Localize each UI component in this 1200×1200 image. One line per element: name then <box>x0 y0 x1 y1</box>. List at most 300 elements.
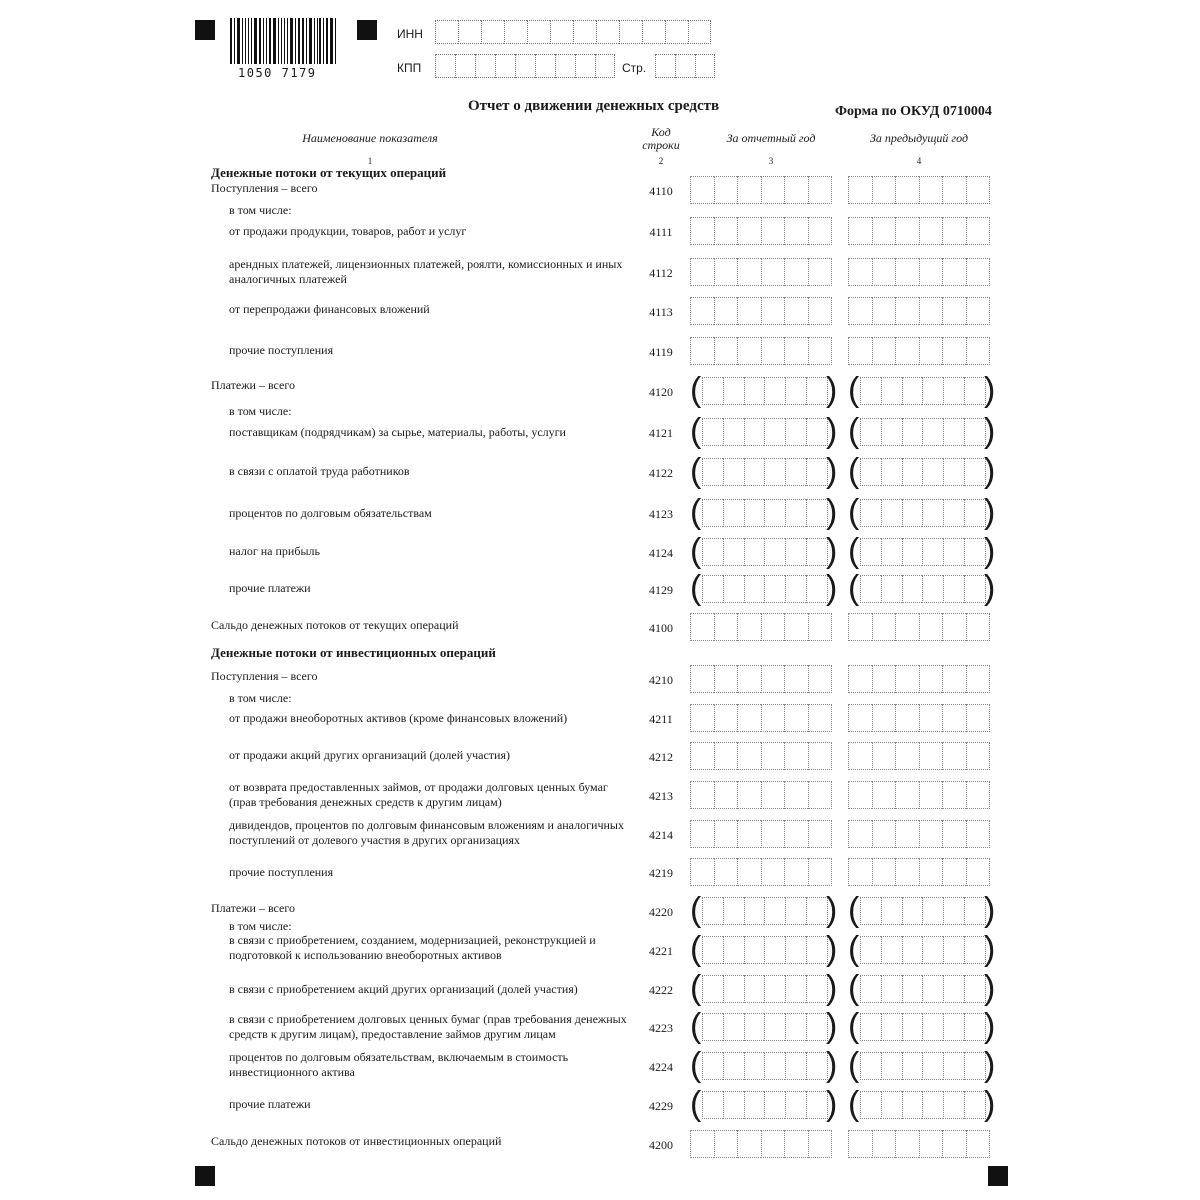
digit-cell[interactable] <box>808 704 833 732</box>
digit-cell[interactable] <box>744 897 765 925</box>
digit-cell[interactable] <box>966 613 991 641</box>
digit-cell[interactable] <box>784 665 808 693</box>
digit-cell[interactable] <box>744 377 765 405</box>
digit-cell[interactable] <box>761 704 785 732</box>
digit-cell[interactable] <box>919 258 943 286</box>
digit-cell[interactable] <box>942 176 966 204</box>
value-field-previous-year[interactable] <box>848 742 990 770</box>
digit-cell[interactable] <box>702 538 723 566</box>
digit-cell[interactable] <box>737 858 761 886</box>
digit-cell[interactable] <box>744 418 765 446</box>
digit-cell[interactable] <box>881 575 902 603</box>
digit-cell[interactable] <box>806 1091 828 1119</box>
digit-cell[interactable] <box>806 458 828 486</box>
digit-cell[interactable] <box>881 458 902 486</box>
digit-cell[interactable] <box>919 858 943 886</box>
digit-cell[interactable] <box>761 297 785 325</box>
digit-cell[interactable] <box>737 820 761 848</box>
digit-cell[interactable] <box>848 613 872 641</box>
digit-cell[interactable] <box>848 742 872 770</box>
value-field-current-year[interactable] <box>702 458 828 486</box>
value-field-previous-year[interactable] <box>848 176 990 204</box>
digit-cell[interactable] <box>806 377 828 405</box>
digit-cell[interactable] <box>902 1091 923 1119</box>
digit-cell[interactable] <box>714 742 738 770</box>
digit-cell[interactable] <box>860 538 881 566</box>
digit-cell[interactable] <box>872 217 896 245</box>
digit-cell[interactable] <box>785 499 806 527</box>
digit-cell[interactable] <box>872 781 896 809</box>
digit-cell[interactable] <box>702 499 723 527</box>
value-field-previous-year[interactable] <box>860 538 986 566</box>
digit-cell[interactable] <box>943 1013 964 1041</box>
digit-cell[interactable] <box>744 975 765 1003</box>
value-field-current-year[interactable] <box>690 858 832 886</box>
digit-cell[interactable] <box>764 1052 785 1080</box>
digit-cell[interactable] <box>808 337 833 365</box>
digit-cell[interactable] <box>895 781 919 809</box>
digit-cell[interactable] <box>848 704 872 732</box>
digit-cell[interactable] <box>902 377 923 405</box>
digit-cell[interactable] <box>964 377 986 405</box>
digit-cell[interactable] <box>808 742 833 770</box>
input-cell[interactable] <box>435 20 458 44</box>
digit-cell[interactable] <box>872 665 896 693</box>
digit-cell[interactable] <box>942 820 966 848</box>
digit-cell[interactable] <box>737 781 761 809</box>
digit-cell[interactable] <box>690 217 714 245</box>
value-field-current-year[interactable] <box>702 377 828 405</box>
input-cell[interactable] <box>595 54 615 78</box>
input-cell[interactable] <box>665 20 688 44</box>
digit-cell[interactable] <box>723 897 744 925</box>
input-cell[interactable] <box>619 20 642 44</box>
digit-cell[interactable] <box>784 176 808 204</box>
digit-cell[interactable] <box>784 781 808 809</box>
digit-cell[interactable] <box>919 781 943 809</box>
digit-cell[interactable] <box>808 613 833 641</box>
value-field-current-year[interactable] <box>690 1130 832 1158</box>
input-cell[interactable] <box>575 54 595 78</box>
digit-cell[interactable] <box>761 258 785 286</box>
digit-cell[interactable] <box>764 418 785 446</box>
input-cell[interactable] <box>695 54 715 78</box>
digit-cell[interactable] <box>895 217 919 245</box>
digit-cell[interactable] <box>848 337 872 365</box>
digit-cell[interactable] <box>690 258 714 286</box>
digit-cell[interactable] <box>764 897 785 925</box>
digit-cell[interactable] <box>806 975 828 1003</box>
digit-cell[interactable] <box>872 742 896 770</box>
digit-cell[interactable] <box>723 499 744 527</box>
digit-cell[interactable] <box>943 418 964 446</box>
digit-cell[interactable] <box>690 613 714 641</box>
digit-cell[interactable] <box>872 337 896 365</box>
value-field-current-year[interactable] <box>690 820 832 848</box>
value-field-previous-year[interactable] <box>848 665 990 693</box>
digit-cell[interactable] <box>806 418 828 446</box>
digit-cell[interactable] <box>895 704 919 732</box>
value-field-current-year[interactable] <box>690 613 832 641</box>
digit-cell[interactable] <box>785 1052 806 1080</box>
digit-cell[interactable] <box>764 538 785 566</box>
digit-cell[interactable] <box>764 1091 785 1119</box>
digit-cell[interactable] <box>714 217 738 245</box>
digit-cell[interactable] <box>690 781 714 809</box>
digit-cell[interactable] <box>942 858 966 886</box>
digit-cell[interactable] <box>785 897 806 925</box>
digit-cell[interactable] <box>785 1013 806 1041</box>
digit-cell[interactable] <box>744 1013 765 1041</box>
digit-cell[interactable] <box>785 975 806 1003</box>
digit-cell[interactable] <box>714 704 738 732</box>
value-field-previous-year[interactable] <box>860 575 986 603</box>
digit-cell[interactable] <box>808 217 833 245</box>
digit-cell[interactable] <box>806 1013 828 1041</box>
digit-cell[interactable] <box>919 613 943 641</box>
digit-cell[interactable] <box>764 1013 785 1041</box>
value-field-previous-year[interactable] <box>848 858 990 886</box>
value-field-previous-year[interactable] <box>860 936 986 964</box>
digit-cell[interactable] <box>966 781 991 809</box>
digit-cell[interactable] <box>922 377 943 405</box>
digit-cell[interactable] <box>737 613 761 641</box>
digit-cell[interactable] <box>690 337 714 365</box>
digit-cell[interactable] <box>860 897 881 925</box>
value-field-current-year[interactable] <box>702 575 828 603</box>
digit-cell[interactable] <box>690 742 714 770</box>
digit-cell[interactable] <box>860 458 881 486</box>
digit-cell[interactable] <box>942 297 966 325</box>
digit-cell[interactable] <box>902 575 923 603</box>
digit-cell[interactable] <box>848 858 872 886</box>
digit-cell[interactable] <box>881 1052 902 1080</box>
value-field-current-year[interactable] <box>702 1013 828 1041</box>
input-cell[interactable] <box>535 54 555 78</box>
digit-cell[interactable] <box>784 613 808 641</box>
digit-cell[interactable] <box>860 1091 881 1119</box>
digit-cell[interactable] <box>702 458 723 486</box>
digit-cell[interactable] <box>764 936 785 964</box>
inn-field[interactable] <box>435 20 711 44</box>
digit-cell[interactable] <box>860 1052 881 1080</box>
value-field-current-year[interactable] <box>702 418 828 446</box>
digit-cell[interactable] <box>895 613 919 641</box>
digit-cell[interactable] <box>723 936 744 964</box>
digit-cell[interactable] <box>784 742 808 770</box>
digit-cell[interactable] <box>808 820 833 848</box>
value-field-previous-year[interactable] <box>848 297 990 325</box>
digit-cell[interactable] <box>723 377 744 405</box>
digit-cell[interactable] <box>714 858 738 886</box>
digit-cell[interactable] <box>690 820 714 848</box>
kpp-field[interactable] <box>435 54 615 78</box>
digit-cell[interactable] <box>964 936 986 964</box>
digit-cell[interactable] <box>964 499 986 527</box>
value-field-current-year[interactable] <box>690 176 832 204</box>
digit-cell[interactable] <box>881 1013 902 1041</box>
digit-cell[interactable] <box>902 418 923 446</box>
input-cell[interactable] <box>475 54 495 78</box>
value-field-current-year[interactable] <box>702 936 828 964</box>
value-field-previous-year[interactable] <box>860 1091 986 1119</box>
digit-cell[interactable] <box>943 936 964 964</box>
digit-cell[interactable] <box>848 297 872 325</box>
digit-cell[interactable] <box>881 975 902 1003</box>
digit-cell[interactable] <box>881 897 902 925</box>
digit-cell[interactable] <box>902 458 923 486</box>
value-field-previous-year[interactable] <box>848 820 990 848</box>
digit-cell[interactable] <box>785 575 806 603</box>
value-field-current-year[interactable] <box>690 337 832 365</box>
digit-cell[interactable] <box>964 897 986 925</box>
value-field-previous-year[interactable] <box>848 217 990 245</box>
digit-cell[interactable] <box>919 337 943 365</box>
digit-cell[interactable] <box>714 337 738 365</box>
digit-cell[interactable] <box>943 575 964 603</box>
digit-cell[interactable] <box>744 1091 765 1119</box>
digit-cell[interactable] <box>737 1130 761 1158</box>
digit-cell[interactable] <box>723 575 744 603</box>
value-field-current-year[interactable] <box>702 538 828 566</box>
value-field-previous-year[interactable] <box>848 258 990 286</box>
input-cell[interactable] <box>596 20 619 44</box>
digit-cell[interactable] <box>806 936 828 964</box>
digit-cell[interactable] <box>723 1052 744 1080</box>
digit-cell[interactable] <box>943 499 964 527</box>
digit-cell[interactable] <box>761 217 785 245</box>
digit-cell[interactable] <box>690 176 714 204</box>
digit-cell[interactable] <box>881 538 902 566</box>
digit-cell[interactable] <box>860 575 881 603</box>
digit-cell[interactable] <box>902 538 923 566</box>
input-cell[interactable] <box>504 20 527 44</box>
digit-cell[interactable] <box>860 499 881 527</box>
digit-cell[interactable] <box>902 936 923 964</box>
digit-cell[interactable] <box>860 936 881 964</box>
digit-cell[interactable] <box>942 742 966 770</box>
digit-cell[interactable] <box>744 1052 765 1080</box>
digit-cell[interactable] <box>784 258 808 286</box>
digit-cell[interactable] <box>919 742 943 770</box>
digit-cell[interactable] <box>714 1130 738 1158</box>
digit-cell[interactable] <box>714 820 738 848</box>
value-field-current-year[interactable] <box>702 1052 828 1080</box>
digit-cell[interactable] <box>895 297 919 325</box>
digit-cell[interactable] <box>922 1013 943 1041</box>
digit-cell[interactable] <box>922 575 943 603</box>
input-cell[interactable] <box>527 20 550 44</box>
digit-cell[interactable] <box>872 176 896 204</box>
digit-cell[interactable] <box>737 217 761 245</box>
digit-cell[interactable] <box>737 337 761 365</box>
digit-cell[interactable] <box>744 538 765 566</box>
digit-cell[interactable] <box>808 176 833 204</box>
digit-cell[interactable] <box>922 1052 943 1080</box>
digit-cell[interactable] <box>702 1013 723 1041</box>
input-cell[interactable] <box>455 54 475 78</box>
digit-cell[interactable] <box>848 781 872 809</box>
digit-cell[interactable] <box>784 297 808 325</box>
digit-cell[interactable] <box>848 176 872 204</box>
digit-cell[interactable] <box>764 458 785 486</box>
digit-cell[interactable] <box>922 975 943 1003</box>
input-cell[interactable] <box>555 54 575 78</box>
input-cell[interactable] <box>435 54 455 78</box>
digit-cell[interactable] <box>860 975 881 1003</box>
digit-cell[interactable] <box>808 781 833 809</box>
value-field-previous-year[interactable] <box>860 897 986 925</box>
digit-cell[interactable] <box>808 258 833 286</box>
input-cell[interactable] <box>655 54 675 78</box>
digit-cell[interactable] <box>761 820 785 848</box>
digit-cell[interactable] <box>922 936 943 964</box>
value-field-current-year[interactable] <box>690 781 832 809</box>
digit-cell[interactable] <box>902 897 923 925</box>
digit-cell[interactable] <box>919 297 943 325</box>
digit-cell[interactable] <box>784 1130 808 1158</box>
digit-cell[interactable] <box>872 704 896 732</box>
digit-cell[interactable] <box>943 458 964 486</box>
value-field-previous-year[interactable] <box>848 613 990 641</box>
digit-cell[interactable] <box>744 499 765 527</box>
input-cell[interactable] <box>688 20 711 44</box>
digit-cell[interactable] <box>806 897 828 925</box>
digit-cell[interactable] <box>966 297 991 325</box>
digit-cell[interactable] <box>860 1013 881 1041</box>
digit-cell[interactable] <box>737 176 761 204</box>
value-field-current-year[interactable] <box>702 975 828 1003</box>
digit-cell[interactable] <box>714 613 738 641</box>
value-field-current-year[interactable] <box>690 217 832 245</box>
page-number-field[interactable] <box>655 54 715 78</box>
value-field-previous-year[interactable] <box>860 975 986 1003</box>
digit-cell[interactable] <box>902 1013 923 1041</box>
digit-cell[interactable] <box>966 337 991 365</box>
digit-cell[interactable] <box>966 742 991 770</box>
digit-cell[interactable] <box>723 975 744 1003</box>
digit-cell[interactable] <box>690 704 714 732</box>
digit-cell[interactable] <box>785 418 806 446</box>
value-field-previous-year[interactable] <box>860 418 986 446</box>
digit-cell[interactable] <box>943 897 964 925</box>
digit-cell[interactable] <box>919 820 943 848</box>
digit-cell[interactable] <box>808 297 833 325</box>
digit-cell[interactable] <box>895 820 919 848</box>
value-field-previous-year[interactable] <box>860 1013 986 1041</box>
digit-cell[interactable] <box>895 742 919 770</box>
digit-cell[interactable] <box>902 499 923 527</box>
digit-cell[interactable] <box>806 499 828 527</box>
digit-cell[interactable] <box>785 1091 806 1119</box>
digit-cell[interactable] <box>881 499 902 527</box>
digit-cell[interactable] <box>785 538 806 566</box>
digit-cell[interactable] <box>966 258 991 286</box>
digit-cell[interactable] <box>964 538 986 566</box>
digit-cell[interactable] <box>761 337 785 365</box>
digit-cell[interactable] <box>881 1091 902 1119</box>
digit-cell[interactable] <box>966 217 991 245</box>
digit-cell[interactable] <box>744 936 765 964</box>
value-field-current-year[interactable] <box>690 297 832 325</box>
digit-cell[interactable] <box>943 377 964 405</box>
digit-cell[interactable] <box>761 858 785 886</box>
digit-cell[interactable] <box>848 665 872 693</box>
digit-cell[interactable] <box>895 1130 919 1158</box>
digit-cell[interactable] <box>761 781 785 809</box>
digit-cell[interactable] <box>702 897 723 925</box>
digit-cell[interactable] <box>881 377 902 405</box>
digit-cell[interactable] <box>919 704 943 732</box>
digit-cell[interactable] <box>808 858 833 886</box>
value-field-previous-year[interactable] <box>860 1052 986 1080</box>
digit-cell[interactable] <box>964 1091 986 1119</box>
digit-cell[interactable] <box>860 418 881 446</box>
value-field-previous-year[interactable] <box>860 458 986 486</box>
digit-cell[interactable] <box>943 1091 964 1119</box>
digit-cell[interactable] <box>943 975 964 1003</box>
digit-cell[interactable] <box>848 258 872 286</box>
digit-cell[interactable] <box>942 781 966 809</box>
digit-cell[interactable] <box>922 418 943 446</box>
digit-cell[interactable] <box>942 665 966 693</box>
digit-cell[interactable] <box>966 820 991 848</box>
digit-cell[interactable] <box>966 665 991 693</box>
digit-cell[interactable] <box>737 258 761 286</box>
digit-cell[interactable] <box>714 665 738 693</box>
digit-cell[interactable] <box>966 858 991 886</box>
digit-cell[interactable] <box>690 665 714 693</box>
digit-cell[interactable] <box>942 1130 966 1158</box>
digit-cell[interactable] <box>784 217 808 245</box>
digit-cell[interactable] <box>737 297 761 325</box>
digit-cell[interactable] <box>690 297 714 325</box>
digit-cell[interactable] <box>702 1091 723 1119</box>
digit-cell[interactable] <box>902 1052 923 1080</box>
digit-cell[interactable] <box>848 820 872 848</box>
digit-cell[interactable] <box>764 377 785 405</box>
digit-cell[interactable] <box>872 297 896 325</box>
digit-cell[interactable] <box>848 1130 872 1158</box>
digit-cell[interactable] <box>785 377 806 405</box>
input-cell[interactable] <box>458 20 481 44</box>
input-cell[interactable] <box>515 54 535 78</box>
digit-cell[interactable] <box>860 377 881 405</box>
digit-cell[interactable] <box>764 575 785 603</box>
digit-cell[interactable] <box>714 176 738 204</box>
digit-cell[interactable] <box>761 665 785 693</box>
input-cell[interactable] <box>573 20 596 44</box>
digit-cell[interactable] <box>806 1052 828 1080</box>
digit-cell[interactable] <box>966 176 991 204</box>
digit-cell[interactable] <box>764 975 785 1003</box>
digit-cell[interactable] <box>690 1130 714 1158</box>
digit-cell[interactable] <box>964 1013 986 1041</box>
value-field-previous-year[interactable] <box>848 781 990 809</box>
digit-cell[interactable] <box>723 1013 744 1041</box>
digit-cell[interactable] <box>737 665 761 693</box>
digit-cell[interactable] <box>714 297 738 325</box>
value-field-current-year[interactable] <box>702 499 828 527</box>
input-cell[interactable] <box>642 20 665 44</box>
digit-cell[interactable] <box>702 1052 723 1080</box>
digit-cell[interactable] <box>702 975 723 1003</box>
digit-cell[interactable] <box>964 575 986 603</box>
value-field-previous-year[interactable] <box>848 337 990 365</box>
digit-cell[interactable] <box>702 377 723 405</box>
digit-cell[interactable] <box>922 1091 943 1119</box>
digit-cell[interactable] <box>808 1130 833 1158</box>
